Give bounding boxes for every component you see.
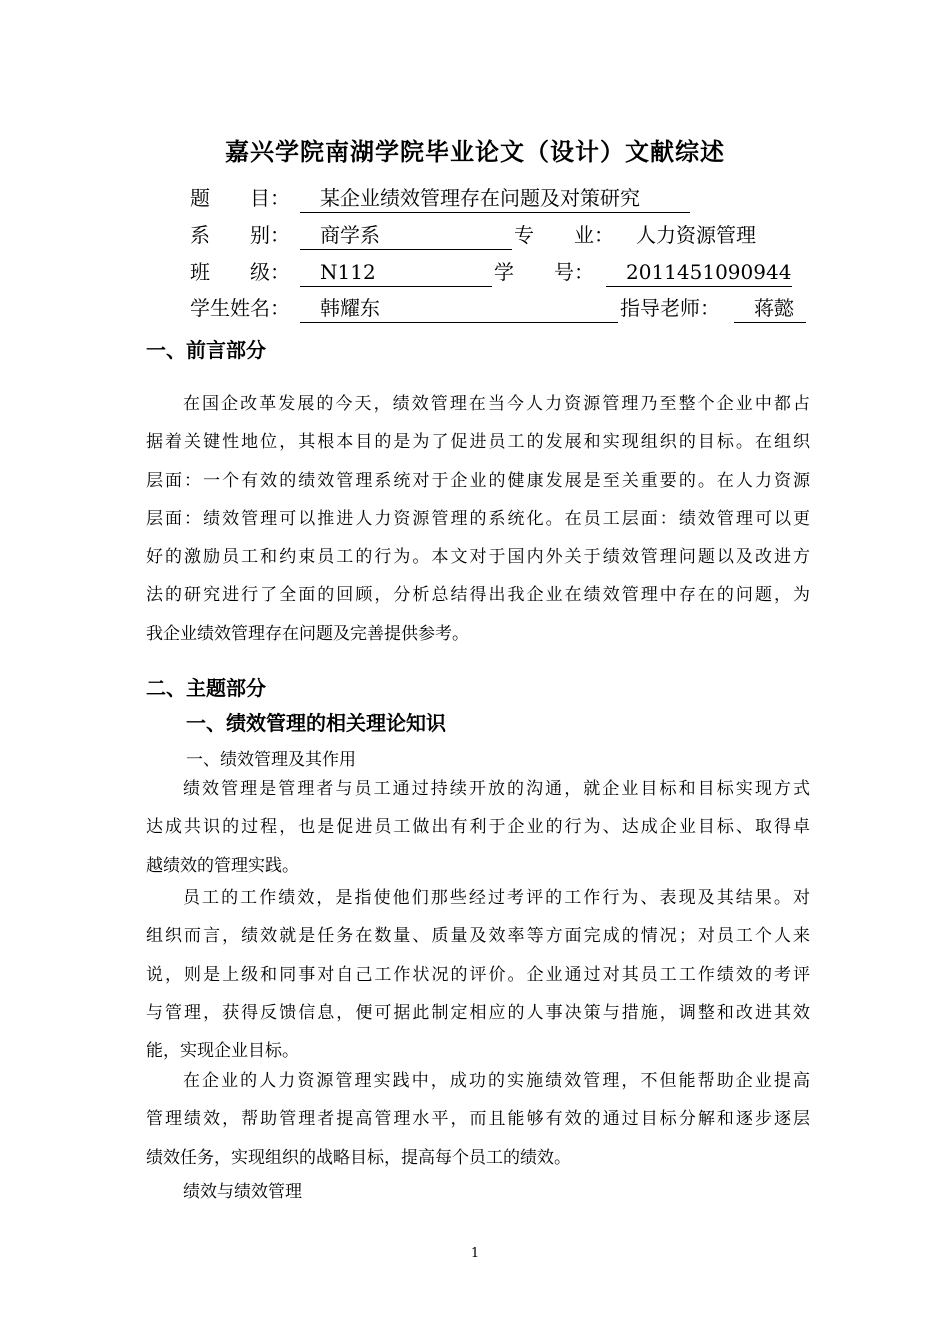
paragraph-line: 与管理，获得反馈信息，便可据此制定相应的人事决策与措施，调整和改进其效 [146, 1002, 810, 1023]
section2-paragraph-2 [146, 883, 810, 1074]
paragraph-line: 说，则是上级和同事对自己工作状况的评价。企业通过对其员工工作绩效的考评 [146, 964, 810, 985]
dept-label: 系 别： [190, 223, 290, 247]
student-value: 韩耀东 [300, 294, 618, 323]
section2-paragraph-3 [146, 1066, 810, 1181]
id-value: 2011451090944 [606, 258, 792, 287]
paragraph-line: 越绩效的管理实践。 [146, 855, 299, 876]
advisor-value: 蒋懿 [734, 294, 806, 323]
paragraph-line: 法的研究进行了全面的回顾，分析总结得出我企业在绩效管理中存在的问题，为 [146, 585, 810, 606]
section2-subsubheading: 一、绩效管理及其作用 [186, 750, 356, 770]
paragraph-line: 在国企改革发展的今天，绩效管理在当今人力资源管理乃至整个企业中都占 [183, 394, 810, 414]
paragraph-line: 在企业的人力资源管理实践中，成功的实施绩效管理，不但能帮助企业提高 [183, 1071, 810, 1091]
id-label: 学 号： [494, 260, 594, 284]
major-value: 人力资源管理 [636, 223, 756, 247]
page-number: 1 [470, 1246, 480, 1261]
section2-heading: 二、主题部分 [146, 676, 266, 700]
advisor-label: 指导老师： [620, 296, 720, 320]
student-label: 学生姓名： [190, 296, 290, 320]
class-label: 班 级： [190, 260, 290, 284]
paragraph-line: 绩效与绩效管理 [183, 1182, 302, 1202]
section1-paragraph [146, 389, 810, 657]
paragraph-line: 员工的工作绩效，是指使他们那些经过考评的工作行为、表现及其结果。对 [183, 888, 810, 908]
major-label: 专 业： [514, 223, 614, 247]
paragraph-line: 组织而言，绩效就是任务在数量、质量及效率等方面完成的情况；对员工个人来 [146, 926, 810, 947]
section2-subheading: 一、绩效管理的相关理论知识 [186, 711, 446, 735]
paragraph-line: 层面：一个有效的绩效管理系统对于企业的健康发展是至关重要的。在人力资源 [146, 470, 810, 491]
section1-heading: 一、前言部分 [146, 338, 266, 362]
document-title: 嘉兴学院南湖学院毕业论文（设计）文献综述 [225, 138, 725, 166]
paragraph-line: 好的激励员工和约束员工的行为。本文对于国内外关于绩效管理问题以及改进方 [146, 547, 810, 568]
paragraph-line: 能，实现企业目标。 [146, 1041, 299, 1062]
paragraph-line: 据着关键性地位，其根本目的是为了促进员工的发展和实现组织的目标。在组织 [146, 432, 810, 453]
paragraph-line: 绩效管理是管理者与员工通过持续开放的沟通，就企业目标和目标实现方式 [183, 779, 810, 799]
paragraph-line: 绩效任务，实现组织的战略目标，提高每个员工的绩效。 [146, 1147, 571, 1168]
section2-paragraph-1 [146, 774, 810, 889]
paragraph-line: 达成共识的过程，也是促进员工做出有利于企业的行为、达成企业目标、取得卓 [146, 817, 810, 838]
section2-paragraph-4 [146, 1177, 810, 1215]
topic-label: 题 目： [190, 186, 290, 210]
topic-value: 某企业绩效管理存在问题及对策研究 [300, 184, 690, 213]
class-value: N112 [300, 258, 492, 287]
dept-value: 商学系 [300, 221, 512, 250]
paragraph-line: 我企业绩效管理存在问题及完善提供参考。 [146, 623, 469, 644]
paragraph-line: 层面：绩效管理可以推进人力资源管理的系统化。在员工层面：绩效管理可以更 [146, 508, 810, 529]
paragraph-line: 管理绩效，帮助管理者提高管理水平，而且能够有效的通过目标分解和逐步逐层 [146, 1109, 810, 1130]
